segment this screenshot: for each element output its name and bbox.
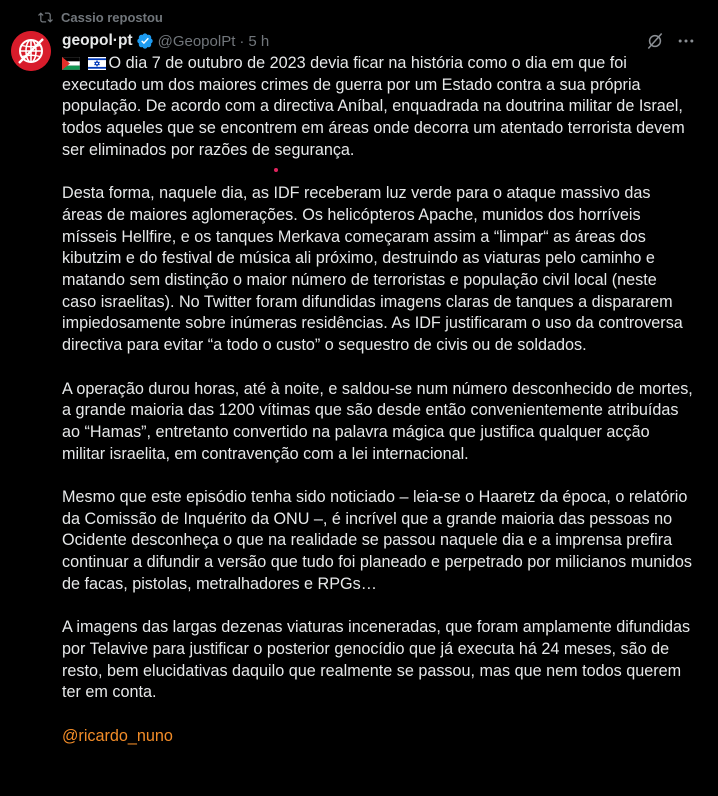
repost-indicator[interactable] (38, 7, 163, 27)
tweet-text (62, 53, 694, 747)
tweet-time[interactable]: 5 h (248, 32, 270, 50)
israel-flag-icon (88, 57, 106, 70)
tweet-header (62, 30, 269, 52)
more-icon[interactable] (676, 31, 696, 51)
tweet-paragraph-2: Desta forma, naquele dia, as IDF receberam luz verde para o ataque massivo das áreas de maiores aglomerações. Os helicópteros Apache, munidos dos horríveis mísseis Hellfire, e os tanques Merkava começaram assim a “limpar“ as áreas dos kibutzim e do festival de música ali próximo, destruindo as viaturas pelo caminho e matando sem distinção o maior número de terroristas e população civil local (neste caso israelitas). No Twitter foram difundidas imagens claras de tanques a dispararem impiedosamente sobre inúmeras residências. As IDF justificaram o uso da controversa directiva para evitar “a todo o custo” o sequestro de civis ou de soldados. (62, 184, 683, 355)
tweet-paragraph-3: A operação durou horas, até à noite, e saldou-se num número desconhecido de mortes, a grande maioria das 1200 vítimas que são desde então convenientemente atribuídas ao “Hamas”, entretanto convertido na palavra mágica que justifica qualquer acção militar israelita, em contravenção com a lei internacional. (62, 379, 693, 463)
tweet-paragraph-1 (62, 53, 694, 162)
mention-link[interactable]: @ricardo_nuno (62, 726, 173, 745)
header-separator: · (239, 32, 245, 50)
paragraph-text: O dia 7 de outubro de 2023 devia ficar na história como o dia em que foi executado um dos maiores crimes de guerra por um Estado contra a sua própria população. De acordo com a directiva Aníbal, enquadrada na doutrina militar de Israel, todos aqueles que se encontrem em áreas onde decorra um atentado terrorista devem ser eliminados por razões de segurança. (62, 54, 685, 159)
repost-label: Cassio repostou (61, 9, 163, 25)
tweet-mention-paragraph (62, 726, 694, 748)
verified-badge-icon[interactable] (136, 32, 154, 50)
author-name[interactable]: geopol·pt (62, 32, 133, 49)
grok-icon[interactable] (645, 31, 665, 51)
tweet-paragraph-4: Mesmo que este episódio tenha sido noticiado – leia-se o Haaretz da época, o relatório da Comissão de Inquérito da ONU –, é incrível que a grande maioria das pessoas no Ocidente desconheça o que na realidade se passou naquele dia e a imprensa prefira continuar a difundir a versão que tudo foi planeado e perpetrado por milicianos munidos de facas, pistolas, metralhadores e RPGs… (62, 488, 692, 593)
tweet-paragraph-5: A imagens das largas dezenas viaturas inceneradas, que foram amplamente difundidas por Telavive para justificar o posterior genocídio que já executa há 24 meses, são de resto, bem elucidativas daquilo que realmente se passou, mas que nem todos querem ter em conta. (62, 618, 691, 702)
author-handle[interactable]: @GeopolPt (157, 32, 236, 50)
palestine-flag-icon (62, 57, 80, 70)
globe-logo-icon (11, 31, 51, 71)
repost-icon (38, 10, 53, 25)
avatar[interactable] (11, 31, 51, 71)
